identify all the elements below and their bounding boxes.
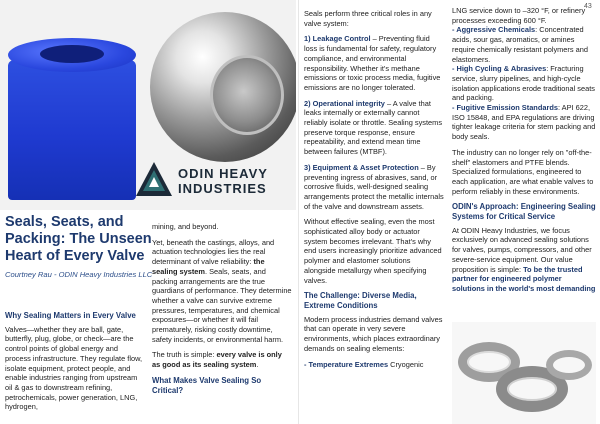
bullet-high-cycling: [452, 64, 596, 103]
text: The truth is simple:: [152, 350, 217, 360]
page-gutter: [298, 0, 299, 424]
odin-triangle-icon: [134, 160, 174, 200]
paragraph: [152, 350, 292, 369]
section-heading-the-challenge: The Challenge: Diverse Media, Extreme Conditions: [304, 291, 417, 310]
paragraph: [152, 238, 292, 345]
bold-text: the sealing system: [152, 257, 265, 276]
text: . Seals, seats, and packing arrangements are the true guardians of performance. They determine whether a valve can survive extreme pressures, temperatures, and chemical exposures—or whether it will fail prematurely, risking costly downtime, safety incidents, or environmental harm.: [152, 266, 292, 344]
odin-logo: [134, 160, 296, 204]
text: : API 622, ISO 15848, and EPA regulations are driving tighter leakage criteria for stem packing and body seals.: [452, 103, 596, 142]
text: Yet, beneath the castings, alloys, and actuation technologies lies the real determinant of valve reliability:: [152, 237, 275, 267]
article-byline: Courtney Rau - ODIN Heavy Industries LLC: [5, 270, 153, 279]
bold-label: - High Cycling & Abrasives: [452, 64, 547, 74]
paragraph: mining, and beyond.: [152, 222, 219, 231]
column-3: [304, 9, 444, 375]
right-page-number: 43: [584, 3, 592, 10]
bold-label: 1) Leakage Control: [304, 34, 371, 44]
role-leakage-control: [304, 34, 444, 92]
paragraph: The industry can no longer rely on "off-the-shelf" elastomers and PTFE blends. Specialized formulations, engineered to each application, are what enable valves to perform reliably in these environments.: [452, 147, 594, 196]
bold-label: - Fugitive Emission Standards: [452, 103, 558, 113]
section-heading-why-sealing: Why Sealing Matters in Every Valve: [5, 311, 136, 320]
bold-label: 2) Operational integrity: [304, 98, 385, 108]
column-1: [5, 311, 145, 418]
bullet-temperature-extremes: [304, 360, 444, 370]
blue-valve-seat: [8, 60, 136, 200]
bold-label: - Temperature Extremes: [304, 359, 389, 369]
text: Cryogenic: [388, 359, 424, 369]
section-heading-what-makes-sealing-critical: What Makes Valve Sealing So Critical?: [152, 375, 262, 395]
logo-line-1: ODIN HEAVY: [178, 166, 268, 181]
seal-rings-photo: [452, 322, 596, 424]
bold-label: 3) Equipment & Asset Protection: [304, 162, 419, 172]
column-2: [152, 222, 292, 399]
seal-ring: [546, 350, 592, 380]
text: .: [256, 360, 259, 370]
logo-line-2: INDUSTRIES: [178, 181, 267, 196]
text: – A valve that leaks internally or externally cannot reliably isolate or throttle. Sealing systems preserve torque response, ensure repeatability, and extend mean time between failures (MTBF).: [304, 98, 443, 157]
blue-valve-seat-bore: [40, 45, 104, 63]
text: – By preventing ingress of abrasives, sand, or corrosive fluids, well-designed sealing arrangements protect the metallic internals of the valve and downstream assets.: [304, 162, 444, 211]
text: At ODIN Heavy Industries, we focus exclusively on advanced sealing solutions for valves, pumps, compressors, and other severe-service equipment. Our value proposition is simple:: [452, 225, 592, 274]
text: – Preventing fluid loss is fundamental for safety, regulatory compliance, and environmental responsibility. Whether it's methane emissions or toxic process media, fugitive emissions are no longer tolerated.: [304, 34, 441, 92]
bold-text: every valve is only as good as its sealing system: [152, 350, 282, 370]
bold-label: - Aggressive Chemicals: [452, 25, 536, 35]
role-asset-protection: [304, 163, 444, 212]
bold-text: To be the trusted partner for engineered polymer solutions in the world's most demanding: [452, 264, 596, 293]
paragraph: LNG service down to –320 °F, or refinery processes exceeding 600 °F.: [452, 6, 586, 25]
bullet-fugitive-emission: [452, 103, 596, 142]
paragraph: Modern process industries demand valves that can operate in very severe environments, which places extraordinary demands on sealing elements:: [304, 314, 443, 353]
role-operational-integrity: [304, 99, 444, 157]
paragraph: Without effective sealing, even the most sophisticated alloy body or actuator system becomes irrelevant. That's why end users increasingly prioritize advanced polymer and elastomer solutions alongside metallurgy when specifying valves.: [304, 217, 442, 285]
article-title: Seals, Seats, and Packing: The Unseen Heart of Every Valve: [5, 214, 152, 264]
paragraph: Seals perform three critical roles in any valve system:: [304, 9, 432, 28]
text: : Fracturing service, slurry pipelines, and high-cycle isolation applications erode traditional seats and packing.: [452, 64, 595, 103]
paragraph: [452, 226, 596, 294]
column-4: [452, 6, 596, 300]
valve-ball-bore: [210, 55, 284, 135]
bullet-aggressive-chemicals: [452, 25, 596, 64]
text: : Concentrated acids, sour gas, aromatics, or amines require chemically resistant polymers and elastomers.: [452, 25, 588, 64]
paragraph: Valves—whether they are ball, gate, butterfly, plug, globe, or check—are the control points of global energy and process infrastructure. They regulate flow, isolate equipment, protect people, and enable industries ranging from upstream oil & gas to downstream refining, petrochemicals, power generation, LNG, hydrogen,: [5, 324, 143, 412]
section-heading-odin-approach: ODIN's Approach: Engineering Sealing Systems for Critical Service: [452, 202, 596, 222]
